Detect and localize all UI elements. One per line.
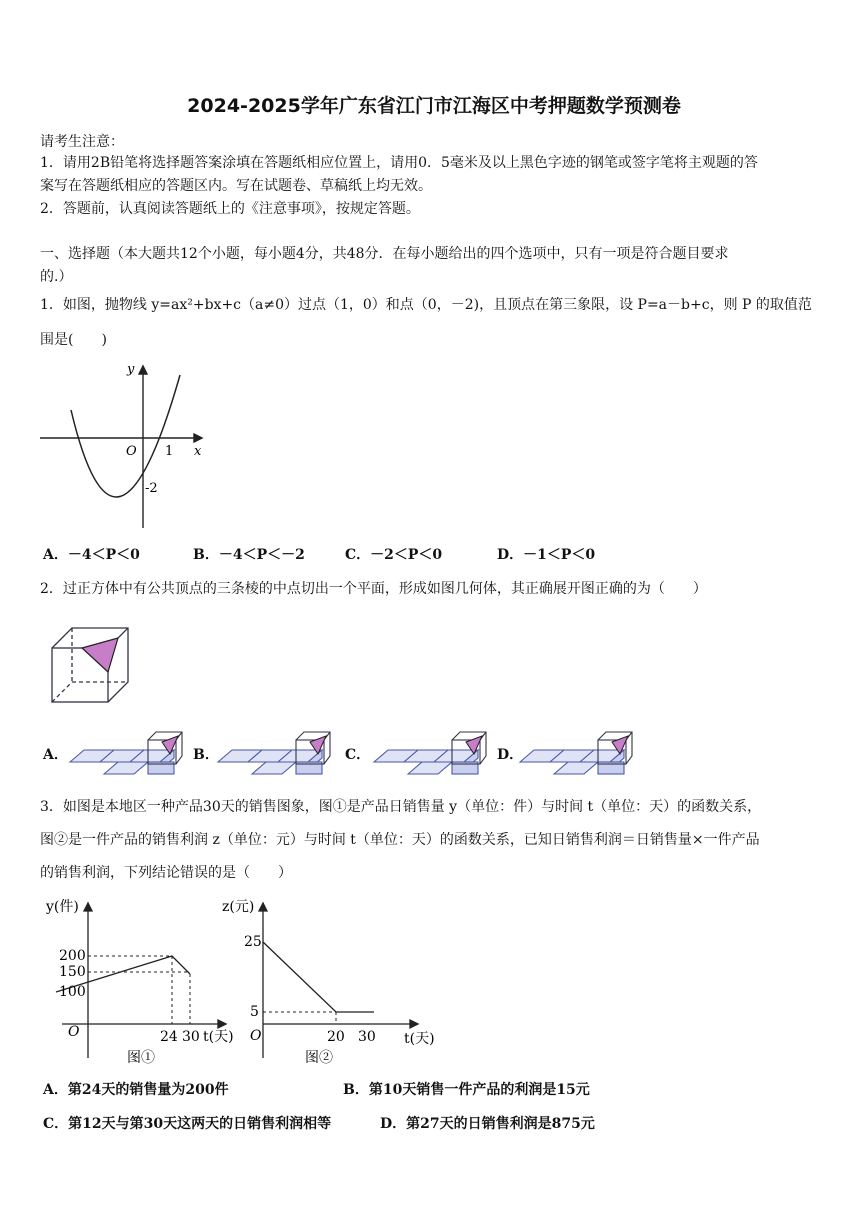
page-title: 2024-2025学年广东省江门市江海区中考押题数学预测卷 [187,95,681,117]
q3-c2-x-tick-30: 30 [358,1029,376,1045]
q3-option-c[interactable]: C．第12天与第30天这两天的日销售利润相等 [43,1116,332,1132]
q1-option-b[interactable]: B．－4＜P＜－2 [193,547,305,563]
q3-c1-y-tick-150: 150 [59,964,86,980]
q3-c1-y-label: y(件) [46,899,79,915]
section-heading-line1: 一、选择题（本大题共12个小题，每小题4分，共48分．在每小题给出的四个选项中，只有一项是符合题目要求 [40,246,729,262]
q2-option-a-label[interactable]: A． [43,747,68,763]
q3-option-a[interactable]: A．第24天的销售量为200件 [43,1082,229,1098]
q3-c1-x-label: t(天) [203,1029,234,1045]
q1-origin-label: O [126,444,137,459]
q1-y-tick-label: -2 [145,481,158,496]
section-heading-line2: 的.） [40,269,73,285]
q2-stem: 2．过正方体中有公共顶点的三条棱的中点切出一个平面，形成如图几何体，其正确展开图正确的为（ ） [40,581,707,597]
q3-c2-origin: O [250,1028,262,1044]
q3-c2-x-label: t(天) [404,1031,435,1047]
q3-c1-x-tick-24: 24 [160,1029,178,1045]
notice-line-1b: 案写在答题纸相应的答题区内。写在试题卷、草稿纸上均无效。 [40,178,432,194]
q1-x-axis-label: x [194,444,202,459]
q3-c2-y-label: z(元) [222,899,255,915]
q1-option-c[interactable]: C．－2＜P＜0 [345,547,443,563]
q3-c2-y-tick-25: 25 [244,934,262,950]
q3-stem-line3: 的销售利润，下列结论错误的是（ ） [40,865,292,881]
q3-c2-caption: 图② [305,1050,333,1066]
q1-option-a[interactable]: A．－4＜P＜0 [43,547,140,563]
q3-stem-line2: 图②是一件产品的销售利润 z（单位：元）与时间 t（单位：天）的函数关系，已知日销售利润＝日销售量×一件产品 [40,832,760,848]
q3-c2-y-tick-5: 5 [250,1004,259,1020]
q3-c1-x-tick-30: 30 [182,1029,200,1045]
q1-stem-line2: 围是( ) [40,332,107,348]
q3-option-d[interactable]: D．第27天的日销售利润是875元 [380,1116,595,1132]
q3-option-b[interactable]: B．第10天销售一件产品的利润是15元 [343,1082,590,1098]
q3-c1-y-tick-200: 200 [59,948,86,964]
q2-option-b-label[interactable]: B． [193,747,219,763]
q3-c2-x-tick-20: 20 [327,1029,345,1045]
q1-option-d[interactable]: D．－1＜P＜0 [497,547,596,563]
notice-heading: 请考生注意： [40,134,124,150]
q2-option-c-label[interactable]: C． [345,747,371,763]
q1-stem-line1: 1．如图，抛物线 y=ax²+bx+c（a≠0）过点（1，0）和点（0，－2)，且顶点在第三象限，设 P=a－b+c，则 P 的取值范 [40,297,812,313]
q3-c1-caption: 图① [127,1050,155,1066]
q3-c1-y-tick-100: 100 [59,984,86,1000]
q1-y-axis-label: y [127,362,135,377]
notice-line-1a: 1．请用2B铅笔将选择题答案涂填在答题纸相应位置上，请用0．5毫米及以上黑色字迹的钢笔或签字笔将主观题的答 [40,155,758,171]
q1-x-tick-label: 1 [165,444,174,459]
notice-line-2: 2．答题前，认真阅读答题纸上的《注意事项》，按规定答题。 [40,201,420,217]
q2-option-d-label[interactable]: D． [497,747,524,763]
q3-stem-line1: 3．如图是本地区一种产品30天的销售图象，图①是产品日销售量 y（单位：件）与时间 t（单位：天）的函数关系， [40,799,762,815]
q3-c1-origin: O [68,1024,80,1040]
